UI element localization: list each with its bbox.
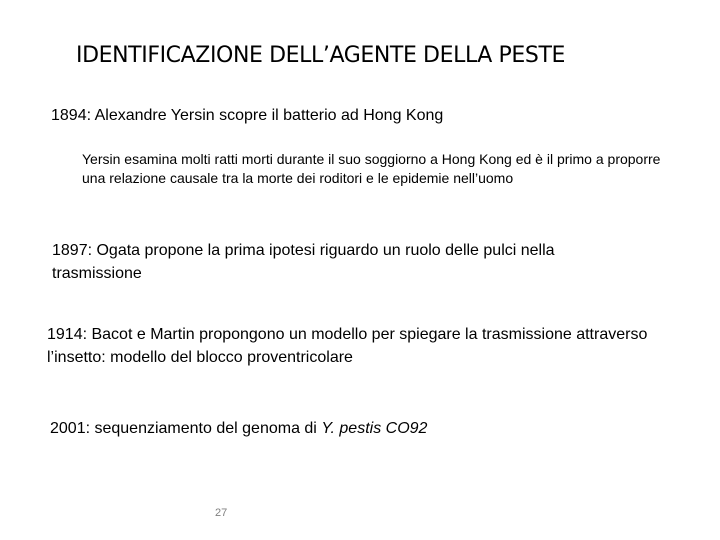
item-2001-species: Y. pestis CO92 xyxy=(321,420,428,437)
item-2001-heading xyxy=(50,417,427,440)
item-1914-heading: 1914: Bacot e Martin propongono un modello per spiegare la trasmissione attraverso l’insetto: modello del blocco proventricolare xyxy=(47,326,648,366)
page-number: 27 xyxy=(215,507,228,519)
item-1894-heading: 1894: Alexandre Yersin scopre il batterio ad Hong Kong xyxy=(51,107,444,124)
item-2001-text: 2001: sequenziamento del genoma di xyxy=(50,420,322,437)
slide-title: IDENTIFICAZIONE DELL’AGENTE DELLA PESTE xyxy=(76,43,566,68)
item-1894-detail: Yersin esamina molti ratti morti durante il suo soggiorno a Hong Kong ed è il primo a proporre una relazione causale tra la morte dei roditori e le epidemie nell’uomo xyxy=(82,151,661,186)
item-1897-heading: 1897: Ogata propone la prima ipotesi riguardo un ruolo delle pulci nella trasmissione xyxy=(52,242,555,282)
